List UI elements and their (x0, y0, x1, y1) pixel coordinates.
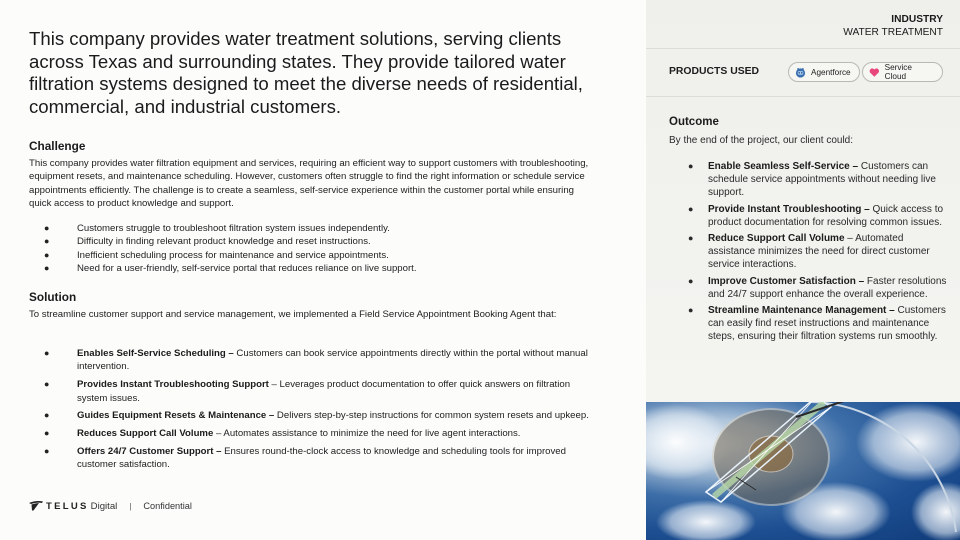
intro-paragraph: This company provides water treatment solutions, serving clients across Texas and surrounding states. They provide tailored water filtration systems designed to meet the diverse needs of residential, commercial, and industrial customers. (29, 28, 583, 117)
list-item: ● Enable Seamless Self-Service – Customers can schedule service appointments without needing live support. (688, 161, 936, 198)
list-item: ● Provides Instant Troubleshooting Support – Leverages product documentation to offer quick answers on filtration system issues. (44, 379, 571, 404)
challenge-body: This company provides water filtration equipment and services, requiring an efficient way to support customers with troubleshooting, equipment resets, and maintenance scheduling. However, customers often struggle to find the right information or schedule service appointments efficiently. The challenge is to create a seamless, self-service experience within the customer portal while ensuring quick access to product knowledge and support. (29, 158, 589, 210)
list-item: ● Reduces Support Call Volume – Automates assistance to minimize the need for live agent interactions. (44, 427, 521, 439)
list-item: ● Reduce Support Call Volume – Automated assistance minimizes the need for direct customer service interactions. (688, 233, 930, 271)
industry-block (843, 13, 943, 39)
divider (646, 48, 960, 49)
bullet-icon: ● (688, 305, 694, 316)
solution-list (44, 347, 599, 476)
telus-logo (29, 501, 117, 512)
bullet-icon: ● (44, 236, 50, 247)
list-item: ● Improve Customer Satisfaction – Faster resolutions and 24/7 support enhance the overall experience. (688, 275, 947, 300)
bullet-icon: ● (688, 203, 694, 214)
bullet-icon: ● (688, 161, 694, 171)
bullet-icon: ● (44, 263, 50, 274)
list-item: ● Enables Self-Service Scheduling – Customers can book service appointments directly within the portal without manual intervention. (44, 348, 588, 373)
bullet-icon: ● (44, 445, 50, 456)
list-item: ● Guides Equipment Resets & Maintenance – Delivers step-by-step instructions for common system resets and upkeep. (44, 410, 589, 422)
list-item: ● Streamline Maintenance Management – Customers can easily find reset instructions and maintenance steps, ensuring their filtration systems run smoothly. (688, 305, 946, 343)
list-item: ● Customers struggle to troubleshoot filtration system issues independently. (44, 223, 390, 234)
confidential-label: Confidential (143, 501, 192, 511)
bullet-icon: ● (44, 427, 50, 438)
outcome-heading: Outcome (669, 116, 719, 128)
bullet-icon: ● (44, 410, 50, 421)
footer (29, 499, 192, 513)
product-name: Service Cloud (884, 63, 912, 81)
industry-label: INDUSTRY (891, 14, 943, 25)
outcome-list (688, 160, 950, 347)
divider (646, 96, 960, 97)
product-name: Agentforce (811, 67, 851, 77)
solution-heading: Solution (29, 290, 77, 304)
list-item: ● Inefficient scheduling process for maintenance and service appointments. (44, 249, 389, 261)
solution-body: To streamline customer support and service management, we implemented a Field Service Appointment Booking Agent that: (29, 309, 557, 320)
heart-icon (869, 67, 880, 78)
bullet-icon: ● (44, 348, 50, 358)
product-pill-agentforce (788, 62, 860, 82)
products-used-label: PRODUCTS USED (669, 66, 760, 77)
telus-digital-label: Digital (90, 500, 118, 512)
footer-separator: | (129, 501, 132, 511)
bullet-icon: ● (44, 379, 50, 390)
bullet-icon: ● (688, 275, 694, 286)
list-item: ● Difficulty in finding relevant product knowledge and reset instructions. (44, 236, 371, 248)
bullet-icon: ● (44, 249, 50, 260)
challenge-heading: Challenge (29, 139, 86, 153)
list-item: ● Offers 24/7 Customer Support – Ensures round-the-clock access to knowledge and scheduling tools for improved customer satisfaction. (44, 445, 566, 471)
bullet-icon: ● (44, 223, 50, 233)
outcome-intro: By the end of the project, our client could: (669, 135, 853, 146)
clarifier-illustration (646, 402, 960, 540)
telus-swoosh-icon (29, 501, 43, 511)
water-treatment-clarifier-photo (646, 402, 960, 540)
challenge-list (44, 222, 599, 276)
list-item: ● Need for a user-friendly, self-service portal that reduces reliance on live support. (44, 263, 417, 275)
list-item: ● Provide Instant Troubleshooting – Quick access to product documentation for resolving common issues. (688, 203, 944, 228)
bullet-icon: ● (688, 233, 694, 244)
product-pill-service-cloud (862, 62, 943, 82)
industry-value: WATER TREATMENT (843, 27, 943, 38)
agentforce-icon (795, 67, 806, 78)
telus-wordmark: TELUS (46, 500, 89, 512)
